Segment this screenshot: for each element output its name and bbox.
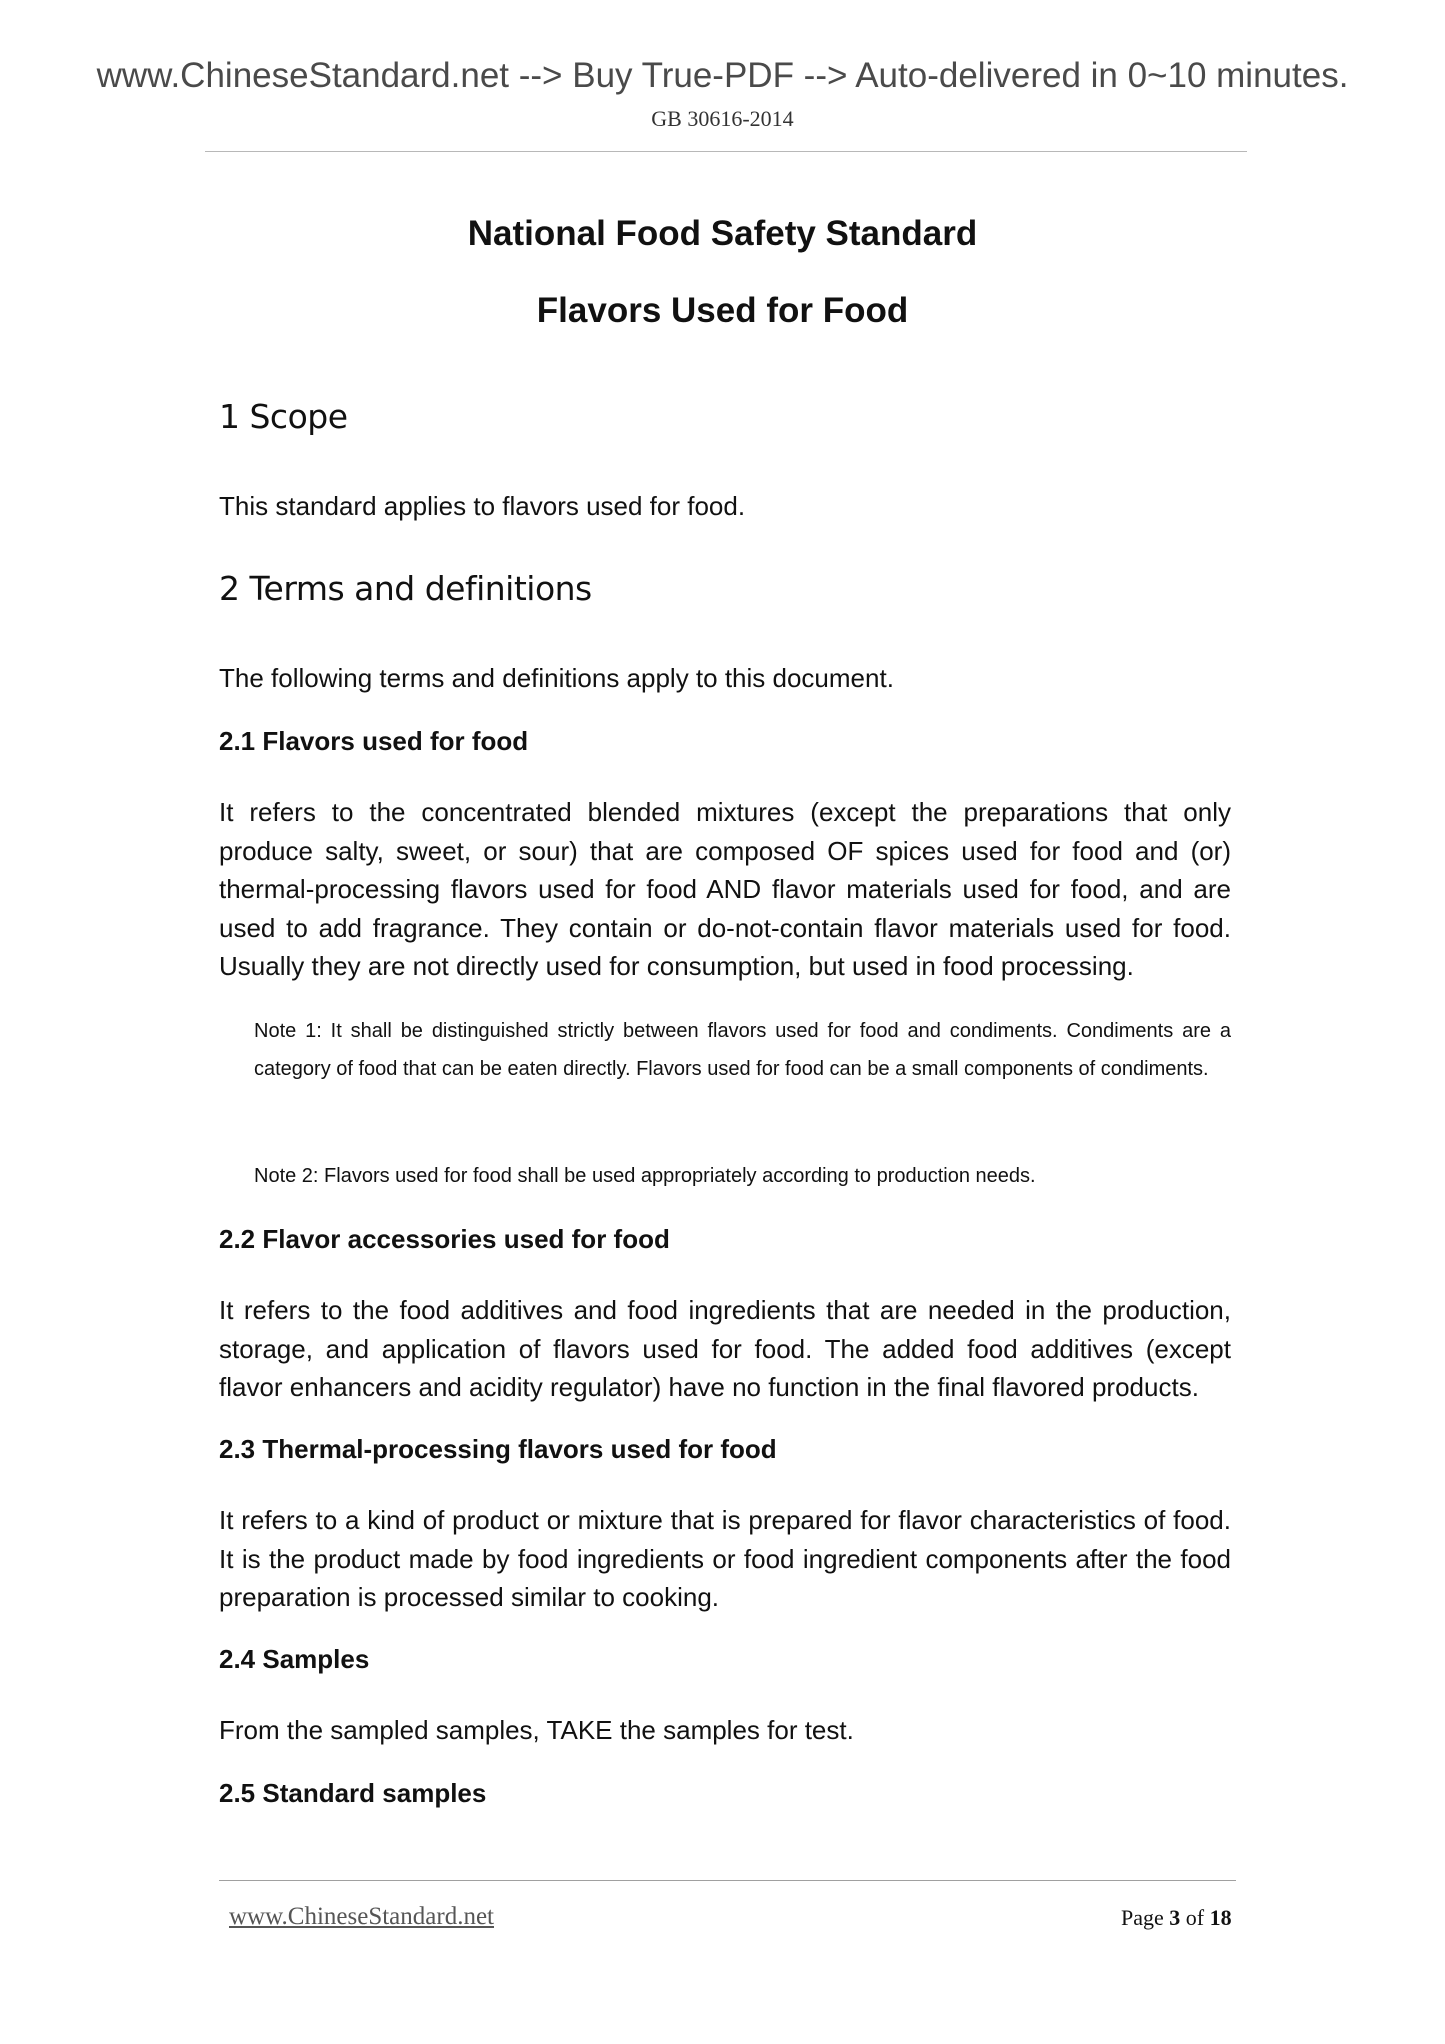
subsection-heading-2-2: 2.2 Flavor accessories used for food: [219, 1224, 670, 1254]
subsection-heading-2-4: 2.4 Samples: [219, 1644, 370, 1674]
document-subtitle: Flavors Used for Food: [536, 291, 909, 330]
section-heading-scope: 1 Scope: [219, 397, 348, 436]
footer-divider: [219, 1880, 1236, 1881]
standard-code: GB 30616-2014: [651, 106, 794, 131]
note-2: Note 2: Flavors used for food shall be used appropriately according to production needs.: [254, 1165, 1036, 1187]
definition-2-2-paragraph: It refers to the food additives and food ingredients that are needed in the production, storage, and application of flavors used for food. The added food additives (except flavor enhancers and acidity regulator) have no function in the final flavored products.: [219, 1295, 1231, 1402]
page-number: [1121, 1905, 1232, 1931]
definition-2-4-paragraph: From the sampled samples, TAKE the samples for test.: [219, 1715, 854, 1745]
page-label: Page: [1121, 1905, 1164, 1930]
terms-intro-paragraph: The following terms and definitions apply to this document.: [219, 663, 894, 693]
scope-paragraph: This standard applies to flavors used for food.: [219, 491, 746, 521]
footer-website-link[interactable]: www.ChineseStandard.net: [229, 1903, 494, 1930]
subsection-heading-2-5: 2.5 Standard samples: [219, 1778, 487, 1808]
top-banner[interactable]: www.ChineseStandard.net --> Buy True-PDF --> Auto-delivered in 0~10 minutes.: [96, 56, 1349, 95]
page-of-label: of: [1185, 1905, 1205, 1930]
section-heading-terms: 2 Terms and definitions: [219, 569, 592, 608]
page-current: 3: [1169, 1905, 1181, 1930]
note-1: Note 1: It shall be distinguished strictly between flavors used for food and condiments. Condiments are a category of food that can be eaten directly. Flavors used for food can be a small components of condiments.: [254, 1020, 1231, 1080]
definition-2-1-paragraph: It refers to the concentrated blended mixtures (except the preparations that only produce salty, sweet, or sour) that are composed OF spices used for food and (or) thermal-processing flavors used for food AND flavor materials used for food, and are used to add fragrance. They contain or do-not-contain flavor materials used for food. Usually they are not directly used for consumption, but used in food processing.: [219, 797, 1231, 981]
page-total: 18: [1209, 1905, 1232, 1930]
document-title: National Food Safety Standard: [467, 214, 978, 253]
header-divider: [205, 151, 1247, 152]
subsection-heading-2-3: 2.3 Thermal-processing flavors used for food: [219, 1434, 777, 1464]
subsection-heading-2-1: 2.1 Flavors used for food: [219, 726, 529, 756]
definition-2-3-paragraph: It refers to a kind of product or mixture that is prepared for flavor characteristics of food. It is the product made by food ingredients or food ingredient components after the food preparation is processed similar to cooking.: [219, 1505, 1231, 1612]
